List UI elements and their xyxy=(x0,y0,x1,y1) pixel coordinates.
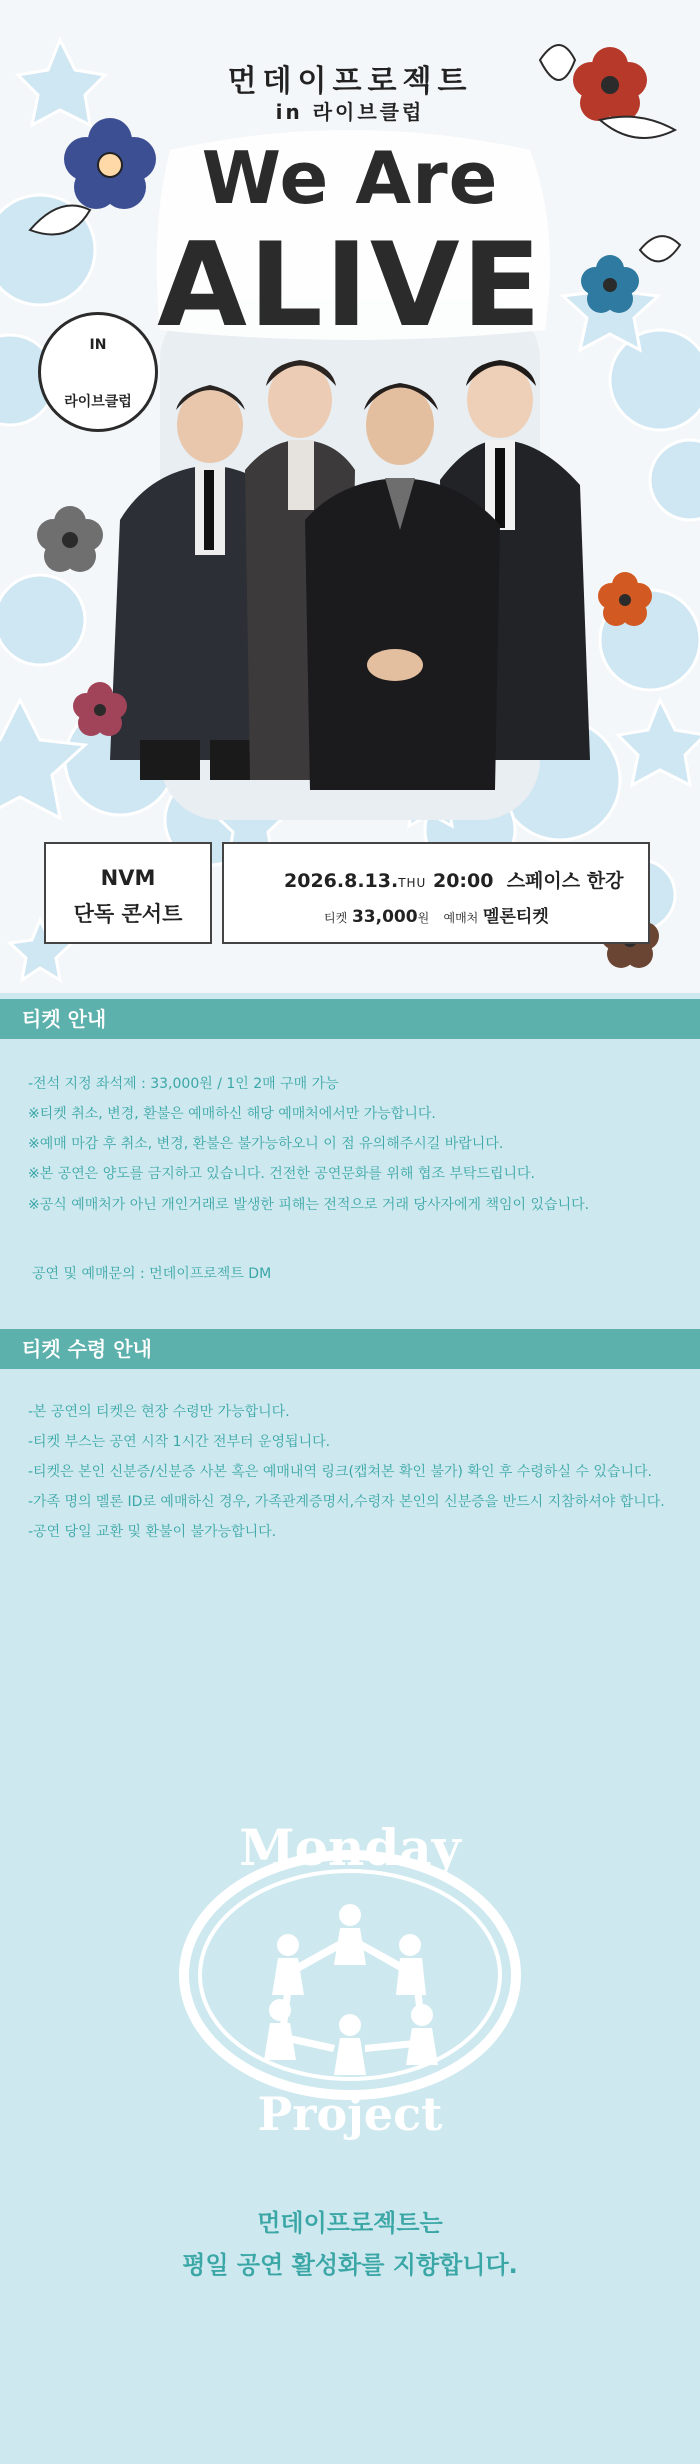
poster-subtitle-venue: in 라이브클럽 xyxy=(275,100,425,124)
contact-info: 공연 및 예매문의 : 먼데이프로젝트 DM xyxy=(32,1266,272,1282)
logo-text-top: Monday xyxy=(239,1818,461,1877)
ticket-info-line: -전석 지정 좌석제 : 33,000원 / 1인 2매 구매 가능 xyxy=(28,1076,339,1092)
slogan-line-1: 먼데이프로젝트는 xyxy=(257,2209,443,2237)
pickup-info-header: 티켓 수령 안내 xyxy=(0,1329,700,1369)
monday-project-logo xyxy=(170,1800,530,2190)
badge-bottom-text: 라이브클럽 xyxy=(64,394,132,410)
ticket-info-line: ※예매 마감 후 취소, 변경, 환불은 불가능하오니 이 점 유의해주시길 바랍니다. xyxy=(28,1136,504,1152)
event-details-box xyxy=(222,842,650,944)
artist-name: NVM xyxy=(100,866,156,890)
ticket-price-seller xyxy=(324,902,549,927)
pickup-info-line: -본 공연의 티켓은 현장 수령만 가능합니다. xyxy=(28,1404,290,1420)
pickup-info-line: -티켓은 본인 신분증/신분증 사본 혹은 예매내역 링크(캡쳐본 확인 불가) 확인 후 수령하실 수 있습니다. xyxy=(28,1464,652,1480)
ticket-info-line: ※본 공연은 양도를 금지하고 있습니다. 건전한 공연문화를 위해 협조 부탁드립니다. xyxy=(28,1166,535,1182)
ticket-label: 티켓 xyxy=(324,911,348,925)
event-weekday: THU xyxy=(398,876,427,890)
ticket-info-line: ※티켓 취소, 변경, 환불은 예매하신 해당 예매처에서만 가능합니다. xyxy=(28,1106,436,1122)
concert-type: 단독 콘서트 xyxy=(73,902,183,926)
event-venue: 스페이스 한강 xyxy=(506,870,624,892)
dancing-children-icon xyxy=(264,1904,438,2075)
event-time: 20:00 xyxy=(432,870,494,892)
concert-poster xyxy=(0,0,700,993)
slogan-line-2: 평일 공연 활성화를 지향합니다. xyxy=(182,2251,518,2279)
ticket-info-header: 티켓 안내 xyxy=(0,999,700,1039)
poster-subtitle: 먼데이프로젝트 xyxy=(227,64,473,99)
ticket-info-line: ※공식 예매처가 아닌 개인거래로 발생한 피해는 전적으로 거래 당사자에게 책임이 있습니다. xyxy=(28,1197,590,1213)
event-date-venue xyxy=(284,866,623,893)
seller-name: 멜론티켓 xyxy=(483,907,549,927)
ticket-unit: 원 xyxy=(417,911,430,925)
pickup-info-line: -공연 당일 교환 및 환불이 불가능합니다. xyxy=(28,1524,277,1540)
poster-title-alive: ALIVE xyxy=(157,218,543,353)
ticket-price: 33,000 xyxy=(351,907,418,927)
pickup-info-line: -가족 명의 멜론 ID로 예매하신 경우, 가족관계증명서,수령자 본인의 신분증을 반드시 지참하셔야 합니다. xyxy=(28,1494,665,1510)
event-date: 2026.8.13. xyxy=(284,870,399,892)
in-live-club-badge xyxy=(38,312,158,432)
poster-title-we-are: We Are xyxy=(201,136,499,220)
artist-box xyxy=(44,842,212,944)
seller-label: 예매처 xyxy=(443,911,479,925)
pickup-info-line: -티켓 부스는 공연 시작 1시간 전부터 운영됩니다. xyxy=(28,1434,331,1450)
badge-top-text: IN xyxy=(89,337,107,353)
logo-text-bottom: Project xyxy=(257,2087,443,2141)
